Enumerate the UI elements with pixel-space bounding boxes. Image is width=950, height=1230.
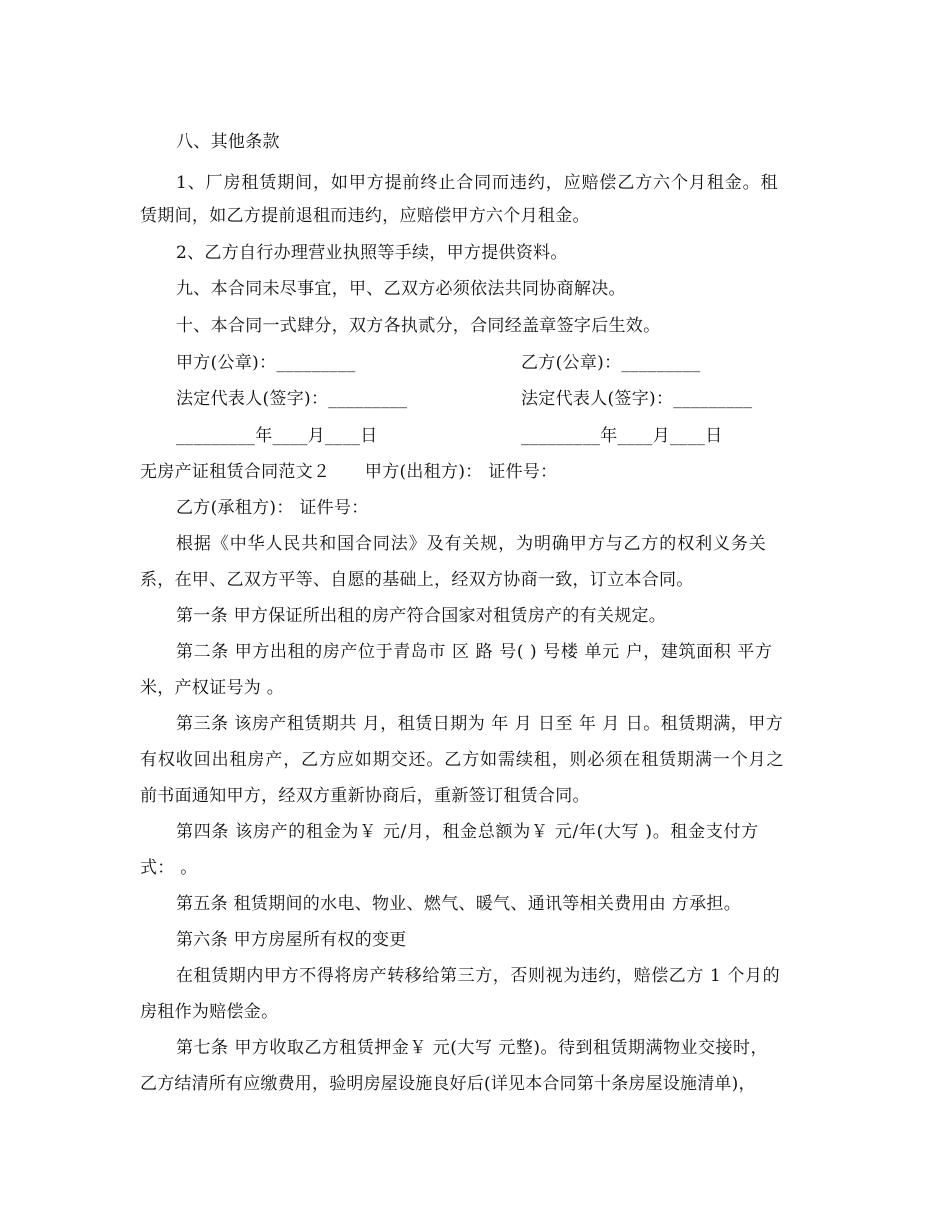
paragraph-line: 乙方(承租方)： 证件号： bbox=[176, 498, 369, 518]
paragraph-line: 系，在甲、乙双方平等、自愿的基础上，经双方协商一致，订立本合同。 bbox=[140, 570, 694, 590]
party-b-date-field: _________年____月____日 bbox=[521, 426, 723, 446]
paragraph-line: 前书面通知甲方，经双方重新协商后，重新签订租赁合同。 bbox=[140, 786, 590, 806]
article-3: 第三条 该房产租赁期共 月，租赁日期为 年 月 日至 年 月 日。租赁期满，甲方 bbox=[176, 714, 784, 734]
article-4: 第四条 该房产的租金为￥ 元/月，租金总额为￥ 元/年(大写 )。租金支付方 bbox=[176, 822, 759, 842]
paragraph-line: 式： 。 bbox=[140, 858, 198, 878]
article-6: 第六条 甲方房屋所有权的变更 bbox=[176, 930, 407, 950]
paragraph-line: 2、乙方自行办理营业执照等手续，甲方提供资料。 bbox=[176, 243, 568, 263]
party-b-seal-field: 乙方(公章)：_________ bbox=[521, 353, 701, 373]
paragraph-line: 1、厂房租赁期间，如甲方提前终止合同而违约，应赔偿乙方六个月租金。租 bbox=[176, 173, 779, 193]
paragraph-line: 米，产权证号为 。 bbox=[140, 678, 285, 698]
paragraph-line: 九、本合同未尽事宜，甲、乙双方必须依法共同协商解决。 bbox=[176, 279, 626, 299]
article-5: 第五条 租赁期间的水电、物业、燃气、暖气、通讯等相关费用由 方承担。 bbox=[176, 894, 742, 914]
contract-title-line: 无房产证租赁合同范文２ 甲方(出租方)： 证件号： bbox=[140, 462, 558, 482]
party-a-representative-field: 法定代表人(签字)：_________ bbox=[176, 389, 408, 409]
paragraph-line: 在租赁期内甲方不得将房产转移给第三方，否则视为违约，赔偿乙方 1 个月的 bbox=[176, 966, 781, 986]
article-2: 第二条 甲方出租的房产位于青岛市 区 路 号( ) 号楼 单元 户，建筑面积 平方 bbox=[176, 642, 773, 662]
paragraph-line: 十、本合同一式肆分，双方各执贰分，合同经盖章签字后生效。 bbox=[176, 316, 661, 336]
paragraph-line: 根据《中华人民共和国合同法》及有关规，为明确甲方与乙方的权利义务关 bbox=[176, 534, 767, 554]
party-a-seal-field: 甲方(公章)：_________ bbox=[176, 353, 356, 373]
paragraph-line: 房租作为赔偿金。 bbox=[140, 1002, 279, 1022]
party-a-date-field: _________年____月____日 bbox=[176, 426, 378, 446]
paragraph-line: 赁期间，如乙方提前退租而违约，应赔偿甲方六个月租金。 bbox=[140, 206, 590, 226]
party-b-representative-field: 法定代表人(签字)：_________ bbox=[521, 389, 753, 409]
paragraph-line: 乙方结清所有应缴费用，验明房屋设施良好后(详见本合同第十条房屋设施清单)， bbox=[140, 1074, 756, 1094]
article-7: 第七条 甲方收取乙方租赁押金￥ 元(大写 元整)。待到租赁期满物业交接时， bbox=[176, 1038, 768, 1058]
paragraph-line: 有权收回出租房产，乙方应如期交还。乙方如需续租，则必须在租赁期满一个月之 bbox=[140, 750, 785, 770]
section-heading-other-terms: 八、其他条款 bbox=[176, 132, 280, 152]
article-1: 第一条 甲方保证所出租的房产符合国家对租赁房产的有关规定。 bbox=[176, 606, 667, 626]
